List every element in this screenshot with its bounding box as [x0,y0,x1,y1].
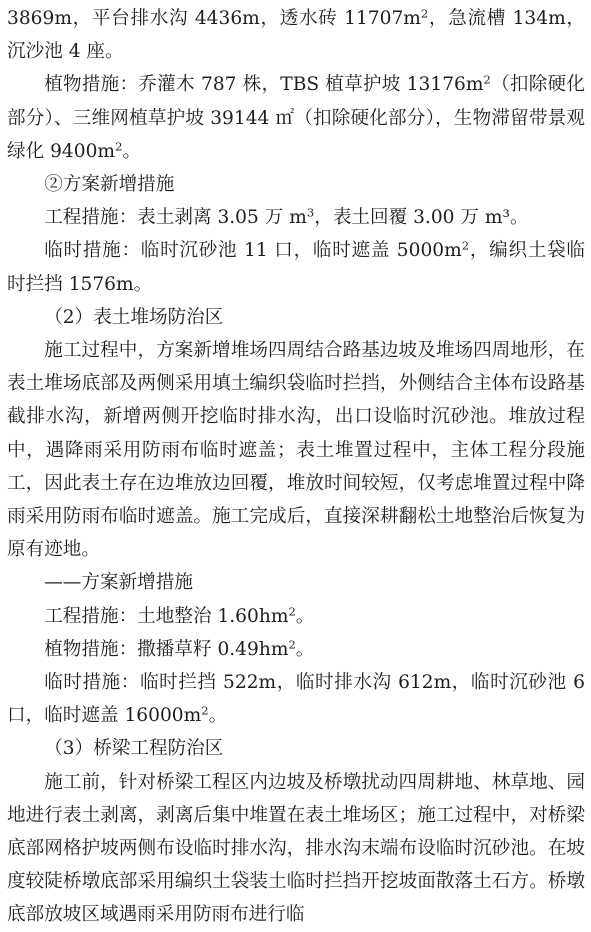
superscript: 2 [420,6,429,21]
text-run: 临时措施：临时沉砂池 11 口，临时遮盖 5000m [44,240,462,262]
superscript: 2 [483,73,491,88]
text-run: 。 [295,605,315,627]
superscript: 2 [288,604,296,619]
text-run: （2）表土堆场防治区 [44,306,224,328]
body-paragraph [7,334,585,566]
superscript: 2 [461,239,470,254]
body-paragraph [7,201,585,234]
body-paragraph [7,766,585,932]
body-paragraph [7,600,585,633]
text-run: 。 [122,140,141,162]
text-run: 工程措施：土地整治 1.60hm [44,605,289,627]
section-heading [7,732,585,765]
superscript: 3 [306,205,315,220]
text-run: 。 [295,638,315,660]
body-paragraph [7,234,585,300]
text-run: 植物措施：撒播草籽 0.49hm [44,638,289,660]
text-run: ，编织土袋临时拦挡 1576m。 [7,240,585,295]
text-run: 施工过程中，方案新增堆场四周结合路基边坡及堆场四周地形，在表土堆场底部及两侧采用填土编织袋临时拦挡，外侧结合主体布设路基截排水沟，新增两侧开挖临时排水沟，出口设临时沉砂池。堆放过程中，遇降雨采用防雨布临时遮盖；表土堆置过程中，主体工程分段施工，因此表土存在边堆放边回覆，堆放时间较短，仅考虑堆置过程中降雨采用防雨布临时遮盖。施工完成后，直接深耕翻松土地整治后恢复为原有迹地。 [7,340,585,561]
section-heading [7,566,585,599]
text-run: 植物措施：乔灌木 787 株，TBS 植草护坡 13176m [44,74,484,96]
text-run: 3869m，平台排水沟 4436m，透水砖 11707m [7,8,421,29]
text-run: 。 [208,705,228,727]
body-paragraph [7,68,585,168]
section-heading [7,168,585,201]
superscript: 2 [201,703,209,718]
superscript: 2 [288,637,296,652]
text-run: ，急流槽 134m，沉沙池 4 座。 [7,8,585,63]
text-run: （3）桥梁工程防治区 [44,738,224,760]
section-heading [7,301,585,334]
text-run: 施工前，针对桥梁工程区内边坡及桥墩扰动四周耕地、林草地、园地进行表土剥离，剥离后集中堆置在表土堆场区；施工过程中，对桥梁底部网格护坡两侧布设临时排水沟，排水沟末端布设临时沉砂池。在坡度较陡桥墩底部采用编织土袋装土临时拦挡开挖坡面散落土石方。桥墩底部放坡区域遇雨采用防雨布进行临 [7,771,585,926]
text-run: ②方案新增措施 [44,174,175,196]
text-run: 工程措施：表土剥离 3.05 万 m [44,207,307,229]
text-run: 临时措施：临时拦挡 522m，临时排水沟 612m，临时沉砂池 6 口，临时遮盖 16000m [7,672,585,727]
body-paragraph [7,666,585,732]
text-run: ——方案新增措施 [44,572,193,594]
document-page [7,2,585,932]
body-paragraph [7,2,585,68]
text-run: ，表土回覆 3.00 万 m³。 [314,207,529,229]
text-run: （扣除硬化部分）、三维网植草护坡 39144 ㎡（扣除硬化部分），生物滞留带景观绿化 9400m [7,74,585,162]
superscript: 2 [115,139,123,154]
body-paragraph [7,633,585,666]
